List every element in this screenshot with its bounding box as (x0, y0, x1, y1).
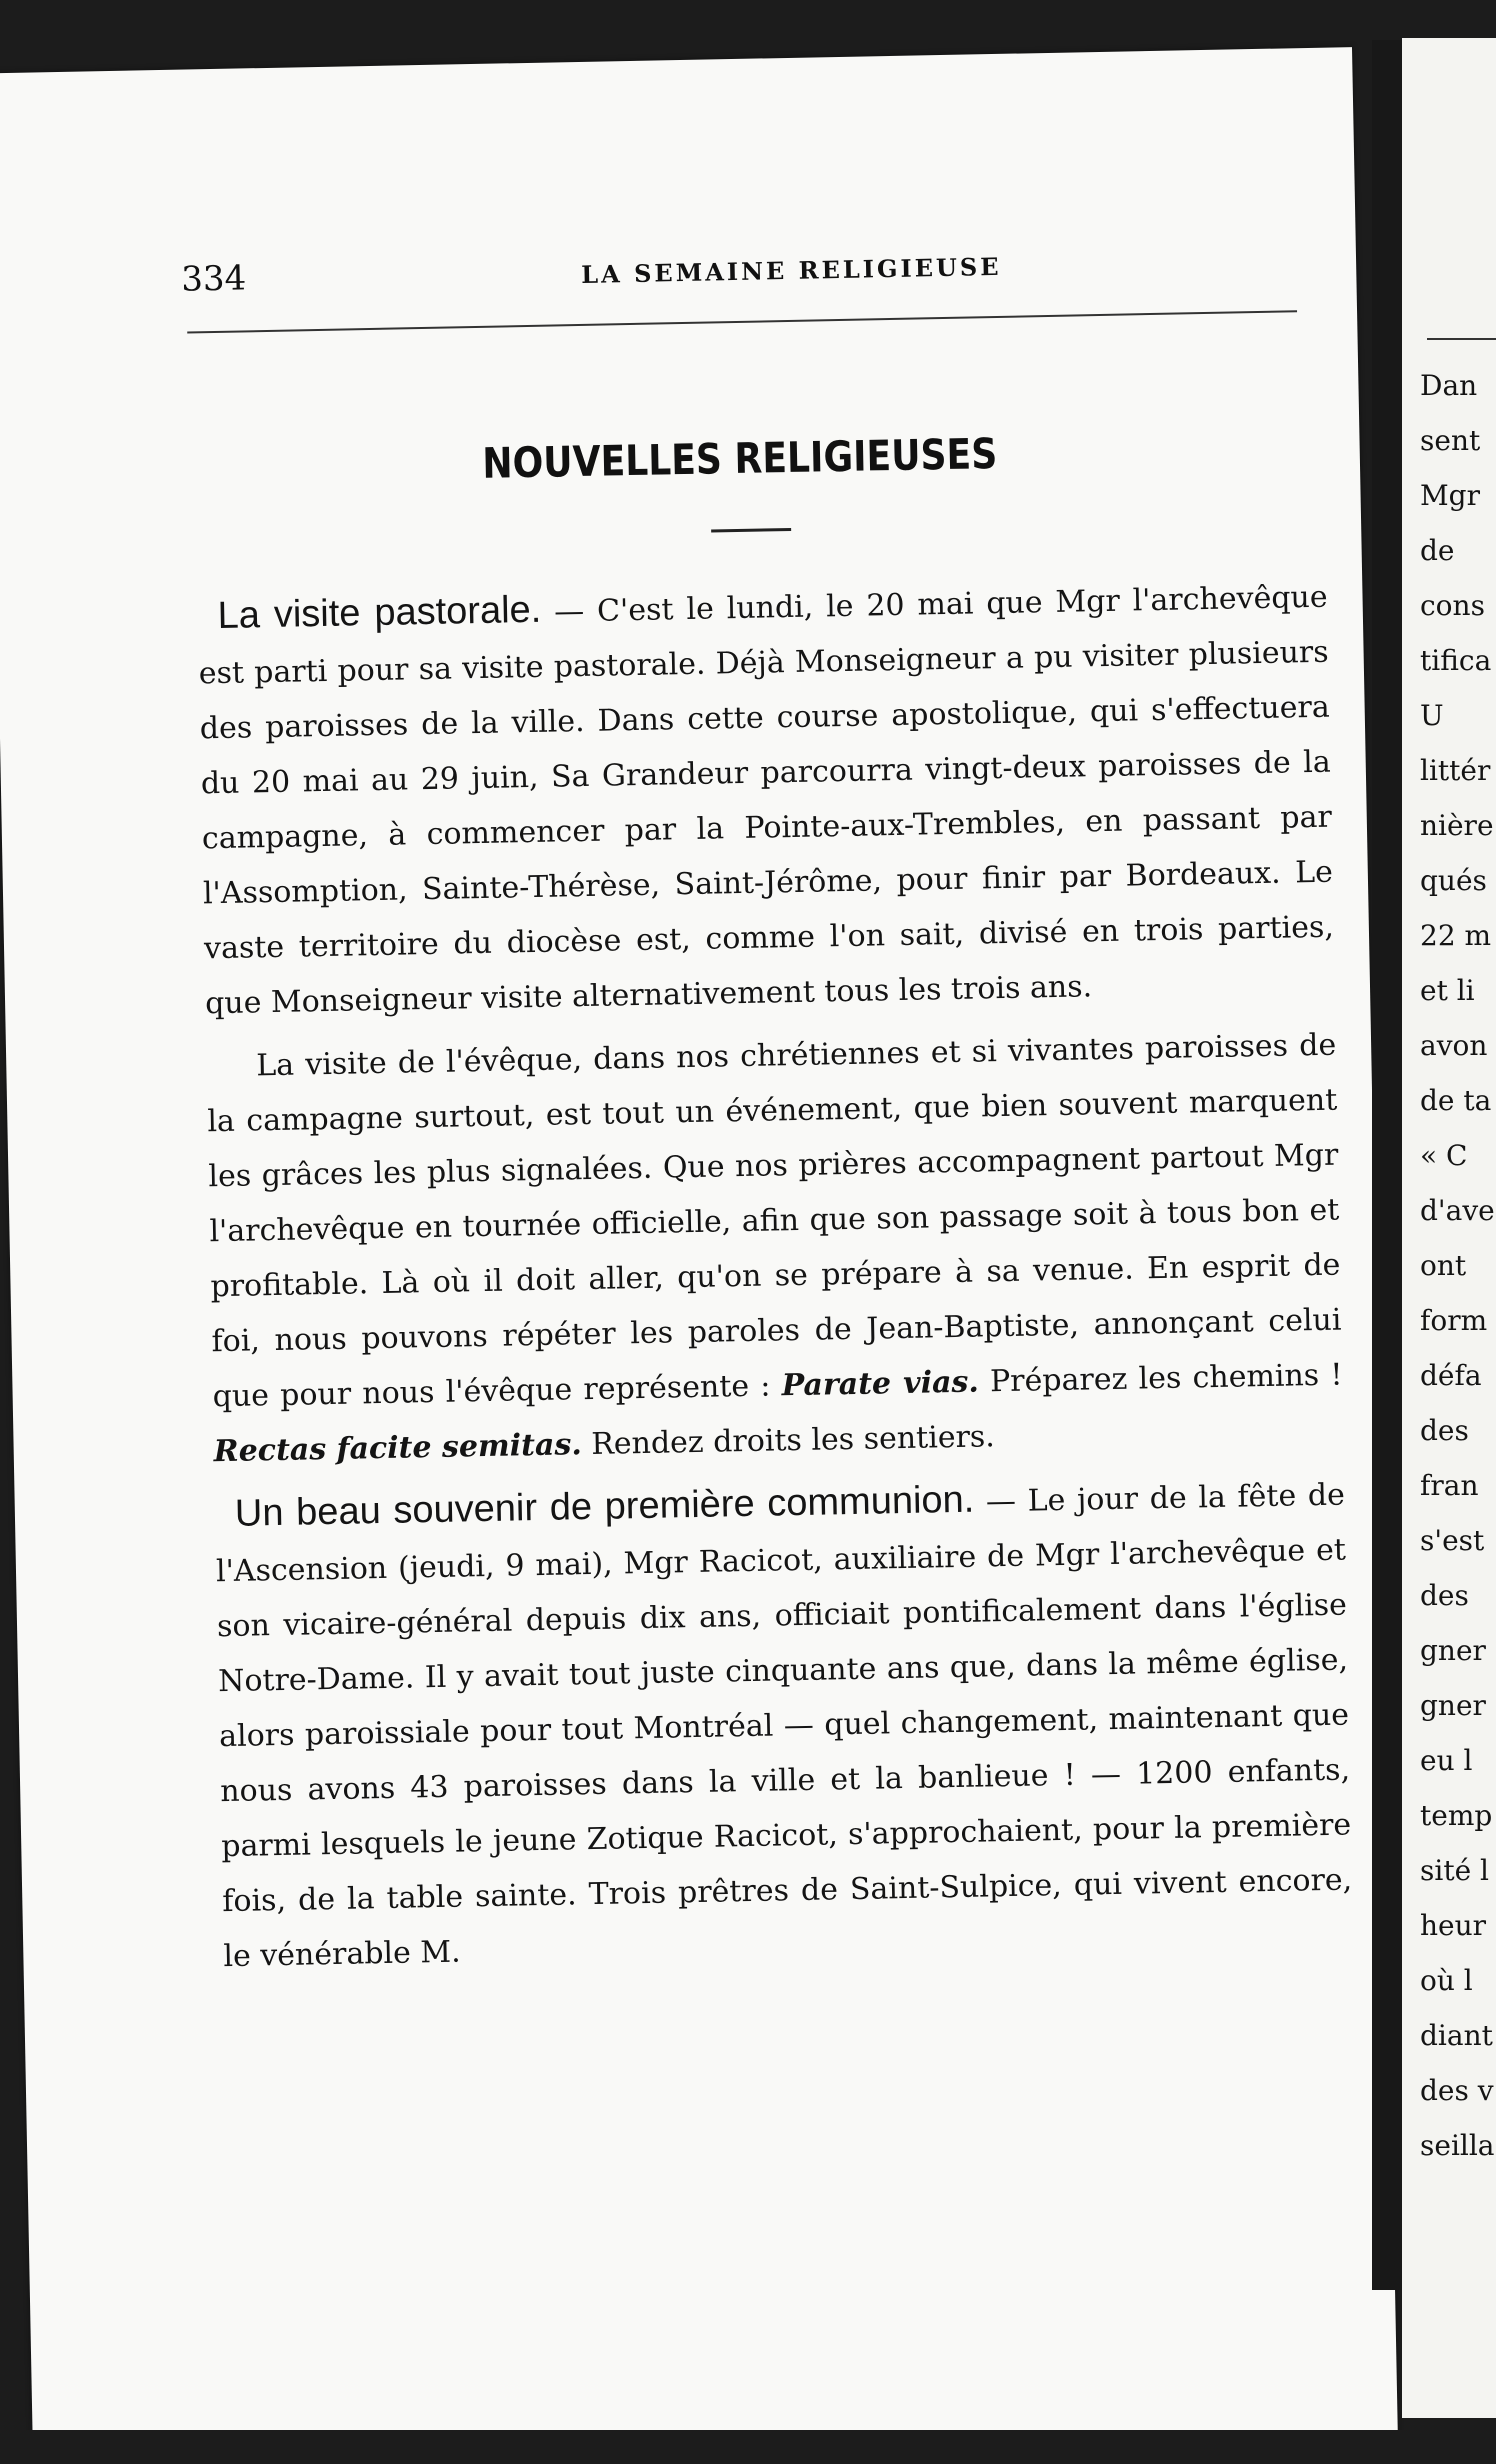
left-page (0, 47, 1398, 2458)
right-page-line: gner (1420, 1689, 1486, 1722)
right-page-line: heur (1420, 1909, 1487, 1942)
right-page-line: eu l (1420, 1744, 1473, 1777)
article-body (197, 568, 1354, 1992)
right-page-line: des v (1420, 2074, 1494, 2107)
article-lead: Un beau souvenir de première communion. (234, 1478, 975, 1535)
right-page-line: seilla (1420, 2129, 1495, 2162)
right-page-line: avon (1420, 1029, 1488, 1062)
right-page-line: « C (1420, 1139, 1468, 1172)
right-page-line: tifica (1420, 644, 1492, 677)
right-page-line: nière (1420, 809, 1494, 842)
title-rule (711, 528, 791, 533)
right-page-line: ont (1420, 1249, 1467, 1282)
right-page-line: gner (1420, 1634, 1486, 1667)
page-number: 334 (180, 258, 247, 300)
right-page-line: 22 m (1420, 919, 1492, 952)
right-page-line: de ta (1420, 1084, 1492, 1117)
latin-quote: Rectas facite semitas. (213, 1427, 583, 1470)
article-paragraph (197, 568, 1335, 1032)
article-lead: La visite pastorale. (217, 588, 542, 637)
article-paragraph (206, 1018, 1344, 1480)
right-page-line: temp (1420, 1799, 1493, 1832)
right-page-line: d'ave (1420, 1194, 1495, 1227)
section-title: NOUVELLES RELIGIEUSES (481, 429, 998, 488)
right-page-line: cons (1420, 589, 1485, 622)
article-text: — C'est le lundi, le 20 mai que Mgr l'archevêque est parti pour sa visite pastorale. Déjà Monseigneur a pu visiter plusieurs des paroisses de la ville. Dans cette course apostolique, qui s'effectuera du 20 mai au 29 juin, Sa Grandeur parcourra vingt-deux paroisses de la campagne, à commencer par la Pointe-aux-Trembles, en passant par l'Assomption, Sainte-Thérèse, Saint-Jérôme, pour finir par Bordeaux. Le vaste territoire du diocèse est, comme l'on sait, divisé en trois parties, que Monseigneur visite alternativement tous les trois ans. (198, 579, 1335, 1022)
right-page-line: diant (1420, 2019, 1493, 2052)
page-header (171, 238, 1302, 320)
article-text: La visite de l'évêque, dans nos chrétiennes et si vivantes paroisses de la campagne surtout, est tout un événement, que bien souvent marquent les grâces les plus signalées. Que nos prières accompagnent partout Mgr l'archevêque en tournée officielle, afin que son passage soit à tous bon et profitable. Là où il doit aller, qu'on se prépare à sa venue. En esprit de foi, nous pouvons répéter les paroles de Jean-Baptiste, annonçant celui que pour nous l'évêque représente : (207, 1027, 1342, 1415)
scan-border (0, 2430, 1496, 2464)
header-rule (1427, 338, 1496, 340)
book-gutter (1372, 40, 1404, 2290)
right-page-line: s'est (1420, 1524, 1485, 1557)
right-page-line: défa (1420, 1359, 1482, 1392)
article-text: Rendez droits les sentiers. (590, 1419, 996, 1462)
right-page-line: littér (1420, 754, 1491, 787)
right-page-line: des (1420, 1579, 1469, 1612)
article-text: Préparez les chemins ! (989, 1357, 1343, 1400)
running-head: LA SEMAINE RELIGIEUSE (580, 251, 1002, 289)
right-page-line: Dan (1420, 369, 1478, 402)
right-page-line: sent (1420, 424, 1481, 457)
right-page-line: sité l (1420, 1854, 1490, 1887)
right-page-line: et li (1420, 974, 1475, 1007)
article-text: — Le jour de la fête de l'Ascension (jeudi, 9 mai), Mgr Racicot, auxiliaire de Mgr l'archevêque et son vicaire-général depuis dix ans, officiait pontificalement dans l'église Notre-Dame. Il y avait tout juste cinquante ans que, dans la même église, alors paroissiale pour tout Montréal — quel changement, maintenant que nous avons 43 paroisses dans la ville et la banlieue ! — 1200 enfants, parmi lesquels le jeune Zotique Racicot, s'approchaient, pour la première fois, de la table sainte. Trois prêtres de Saint-Sulpice, qui vivent encore, le vénérable M. (215, 1477, 1353, 1975)
right-page-edge (1402, 38, 1496, 2418)
right-page-line: qués (1420, 864, 1487, 897)
right-page-line: Mgr (1420, 479, 1480, 512)
latin-quote: Parate vias. (781, 1364, 980, 1404)
article-paragraph (214, 1466, 1353, 1985)
right-page-line: form (1420, 1304, 1488, 1337)
right-page-line: des (1420, 1414, 1469, 1447)
right-page-fragments (1420, 358, 1495, 2173)
right-page-line: où l (1420, 1964, 1473, 1997)
right-page-line: fran (1420, 1469, 1479, 1502)
right-page-line: U (1420, 699, 1444, 732)
right-page-line: de (1420, 534, 1455, 567)
